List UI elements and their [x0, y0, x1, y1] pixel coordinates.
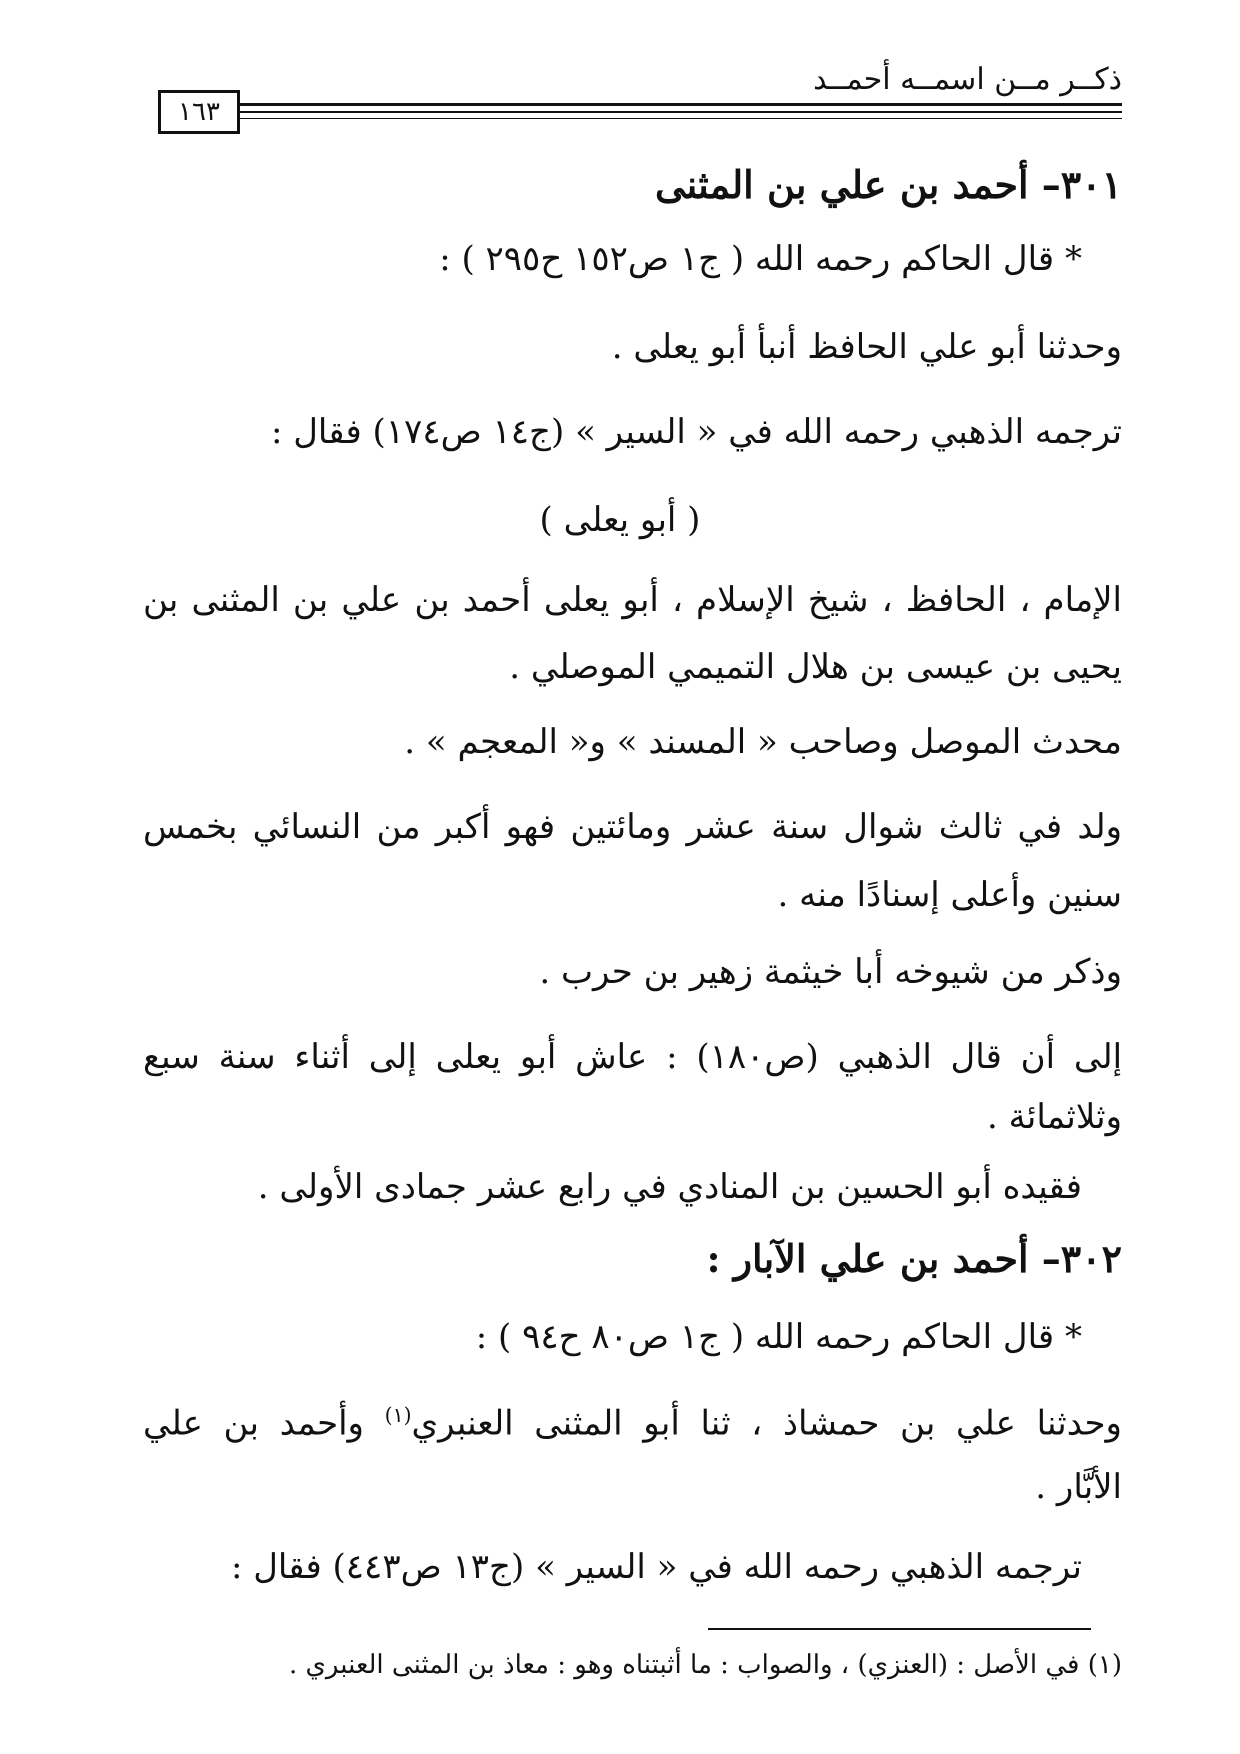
page-number: ١٦٣ — [178, 97, 220, 127]
paragraph-line: فقيده أبو الحسين بن المنادي في رابع عشر جمادى الأولى . — [257, 1167, 1082, 1207]
running-title: ذكــر مــن اسمــه أحمــد — [813, 62, 1122, 97]
biography-subtitle: ( أبو يعلى ) — [539, 500, 701, 540]
paragraph-text: وحدثنا علي بن حمشاذ ، ثنا أبو المثنى العنبري — [411, 1403, 1122, 1444]
paragraph-line: يحيى بن عيسى بن هلال التميمي الموصلي . — [509, 647, 1122, 687]
footnote-rule — [708, 1628, 1091, 1630]
page-number-box — [158, 90, 240, 134]
hadith-source-line: * قال الحاكم رحمه الله ( ج١ ص١٥٢ ح٢٩٥ ) : — [439, 239, 1082, 279]
paragraph-line: ولد في ثالث شوال سنة عشر ومائتين فهو أكبر من النسائي بخمس — [143, 807, 1122, 847]
header-rule — [240, 111, 1122, 113]
paragraph-line: الإمام ، الحافظ ، شيخ الإسلام ، أبو يعلى أحمد بن علي بن المثنى بن — [143, 580, 1122, 620]
footnote-marker: (١) — [384, 1403, 412, 1427]
paragraph-line: وذكر من شيوخه أبا خيثمة زهير بن حرب . — [539, 952, 1122, 992]
isnad-line: وحدثنا أبو علي الحافظ أنبأ أبو يعلى . — [611, 327, 1122, 367]
paragraph-line: وثلاثمائة . — [987, 1097, 1122, 1137]
paragraph-line: سنين وأعلى إسنادًا منه . — [777, 875, 1122, 915]
paragraph-text: وأحمد بن علي — [143, 1403, 385, 1444]
header-rule — [240, 103, 1122, 106]
footnote: (١) في الأصل : (العنزي) ، والصواب : ما أثبتناه وهو : معاذ بن المثنى العنبري . — [289, 1650, 1122, 1680]
biography-source-line: ترجمه الذهبي رحمه الله في « السير » (ج١٤ ص١٧٤) فقال : — [270, 412, 1122, 452]
header-rule — [240, 118, 1122, 119]
hadith-source-line: * قال الحاكم رحمه الله ( ج١ ص٨٠ ح٩٤ ) : — [475, 1317, 1082, 1357]
paragraph-line: إلى أن قال الذهبي (ص١٨٠) : عاش أبو يعلى إلى أثناء سنة سبع — [143, 1037, 1123, 1077]
paragraph-line — [143, 1403, 1122, 1444]
paragraph-line: الأبَّار . — [1035, 1467, 1122, 1507]
paragraph-line: محدث الموصل وصاحب « المسند » و« المعجم » . — [404, 722, 1122, 762]
entry-heading: ٣٠١– أحمد بن علي بن المثنى — [655, 162, 1122, 207]
entry-heading: ٣٠٢– أحمد بن علي الآبار : — [706, 1236, 1122, 1281]
biography-source-line: ترجمه الذهبي رحمه الله في « السير » (ج١٣ ص٤٤٣) فقال : — [230, 1547, 1082, 1587]
